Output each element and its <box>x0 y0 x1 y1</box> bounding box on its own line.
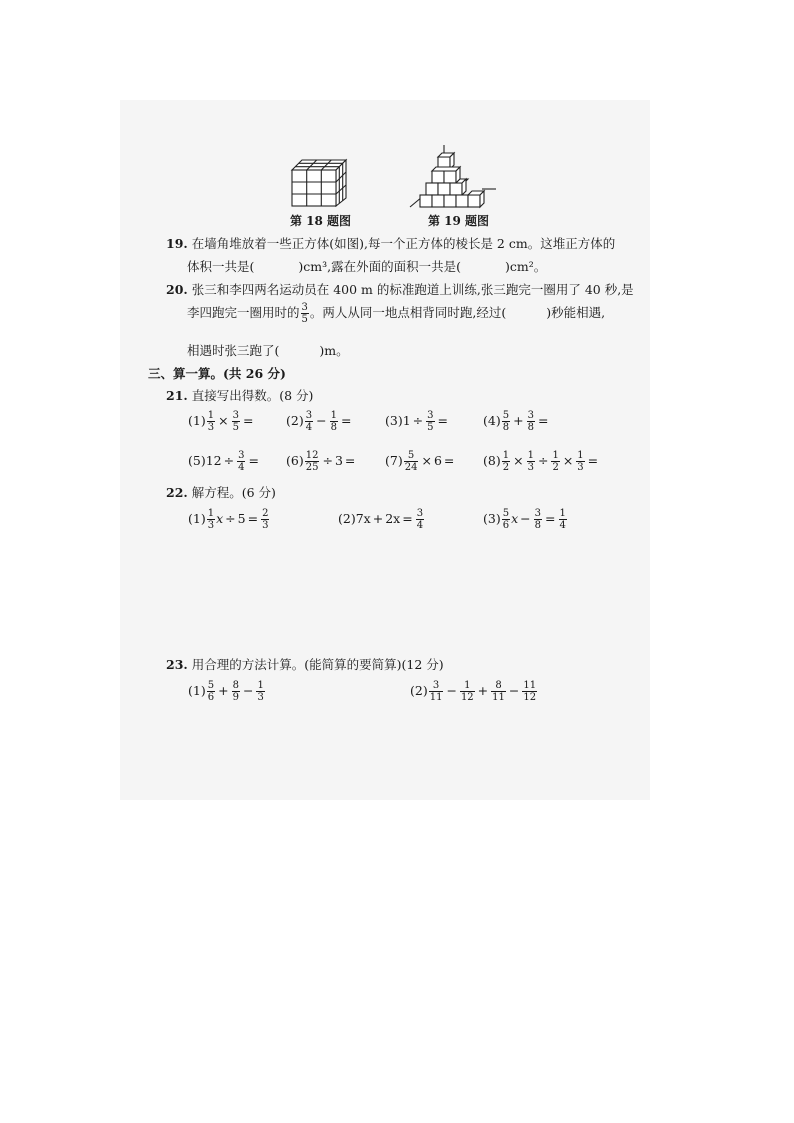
question-number: 20. <box>166 282 188 297</box>
question-text: 用合理的方法计算。(能简算的要简算)(12 分) <box>191 657 444 672</box>
q21-item-5: (5)12 ÷ $\frac{3}{4}$ = <box>188 450 259 473</box>
question-22-title <box>166 483 276 501</box>
figure-18-cube-stack <box>288 158 350 208</box>
question-number: 22. <box>166 485 188 500</box>
q21-item-7: (7) $\frac{5}{24}$ × 6 = <box>385 450 455 473</box>
question-number: 23. <box>166 657 188 672</box>
question-20-line-3 <box>187 341 349 359</box>
figure-19-staircase-cubes <box>408 143 500 211</box>
question-number: 21. <box>166 388 188 403</box>
question-text: )秒能相遇, <box>546 305 606 320</box>
q21-item-6: (6) $\frac{12}{25}$ ÷ 3 = <box>286 450 356 473</box>
figure-19-caption: 第 19 题图 <box>428 214 490 228</box>
question-text: 张三和李四两名运动员在 400 m 的标准跑道上训练,张三跑完一圈用了 40 秒,是 <box>191 282 634 297</box>
question-text: 直接写出得数。(8 分) <box>191 388 314 403</box>
q22-equation-2: (2)7x + 2x = $\frac{3}{4}$ <box>338 508 424 531</box>
question-19-line-2 <box>187 257 546 275</box>
q22-equation-3: (3) $\frac{5}{6}$ x − $\frac{3}{8}$ = $\frac{1}{4}$ <box>483 508 566 531</box>
question-20-line-2 <box>187 302 605 325</box>
question-text: 。两人从同一地点相背同时跑,经过( <box>309 305 507 320</box>
q22-equation-1: (1) $\frac{1}{3}$ x ÷ 5 = $\frac{2}{3}$ <box>188 508 269 531</box>
q21-item-1: (1) $\frac{1}{3}$ × $\frac{3}{5}$ = <box>188 410 254 433</box>
question-text: )cm³,露在外面的面积一共是( <box>298 259 461 274</box>
question-text: 在墙角堆放着一些正方体(如图),每一个正方体的棱长是 2 cm。这堆正方体的 <box>191 236 616 251</box>
fraction: $\frac{3}{5}$ <box>301 302 308 325</box>
question-23-title <box>166 655 444 673</box>
question-number: 19. <box>166 236 188 251</box>
q21-item-2: (2) $\frac{3}{4}$ − $\frac{1}{8}$ = <box>286 410 352 433</box>
question-20-line-1 <box>166 280 634 298</box>
section-3-title: 三、算一算。(共 26 分) <box>148 366 286 381</box>
question-21-title <box>166 386 313 404</box>
q21-item-3: (3)1 ÷ $\frac{3}{5}$ = <box>385 410 449 433</box>
question-text: 体积一共是( <box>187 259 255 274</box>
question-text: )cm²。 <box>504 259 547 274</box>
q21-item-8: (8) $\frac{1}{2}$ × $\frac{1}{3}$ ÷ $\frac{1}{2}$ × $\frac{1}{3}$ = <box>483 450 599 473</box>
question-19-line-1 <box>166 234 615 252</box>
question-text: 相遇时张三跑了( <box>187 343 280 358</box>
question-text: 李四跑完一圈用时的 <box>187 305 300 320</box>
figure-18-caption: 第 18 题图 <box>290 214 352 228</box>
q23-expression-1: (1) $\frac{5}{6}$ + $\frac{8}{9}$ − $\frac{1}{3}$ <box>188 680 264 703</box>
q21-item-4: (4) $\frac{5}{8}$ + $\frac{3}{8}$ = <box>483 410 549 433</box>
q23-expression-2: (2) $\frac{3}{11}$ − $\frac{1}{12}$ + $\frac{8}{11}$ − $\frac{11}{12}$ <box>410 680 537 703</box>
question-text: 解方程。(6 分) <box>191 485 276 500</box>
question-text: )m。 <box>319 343 349 358</box>
